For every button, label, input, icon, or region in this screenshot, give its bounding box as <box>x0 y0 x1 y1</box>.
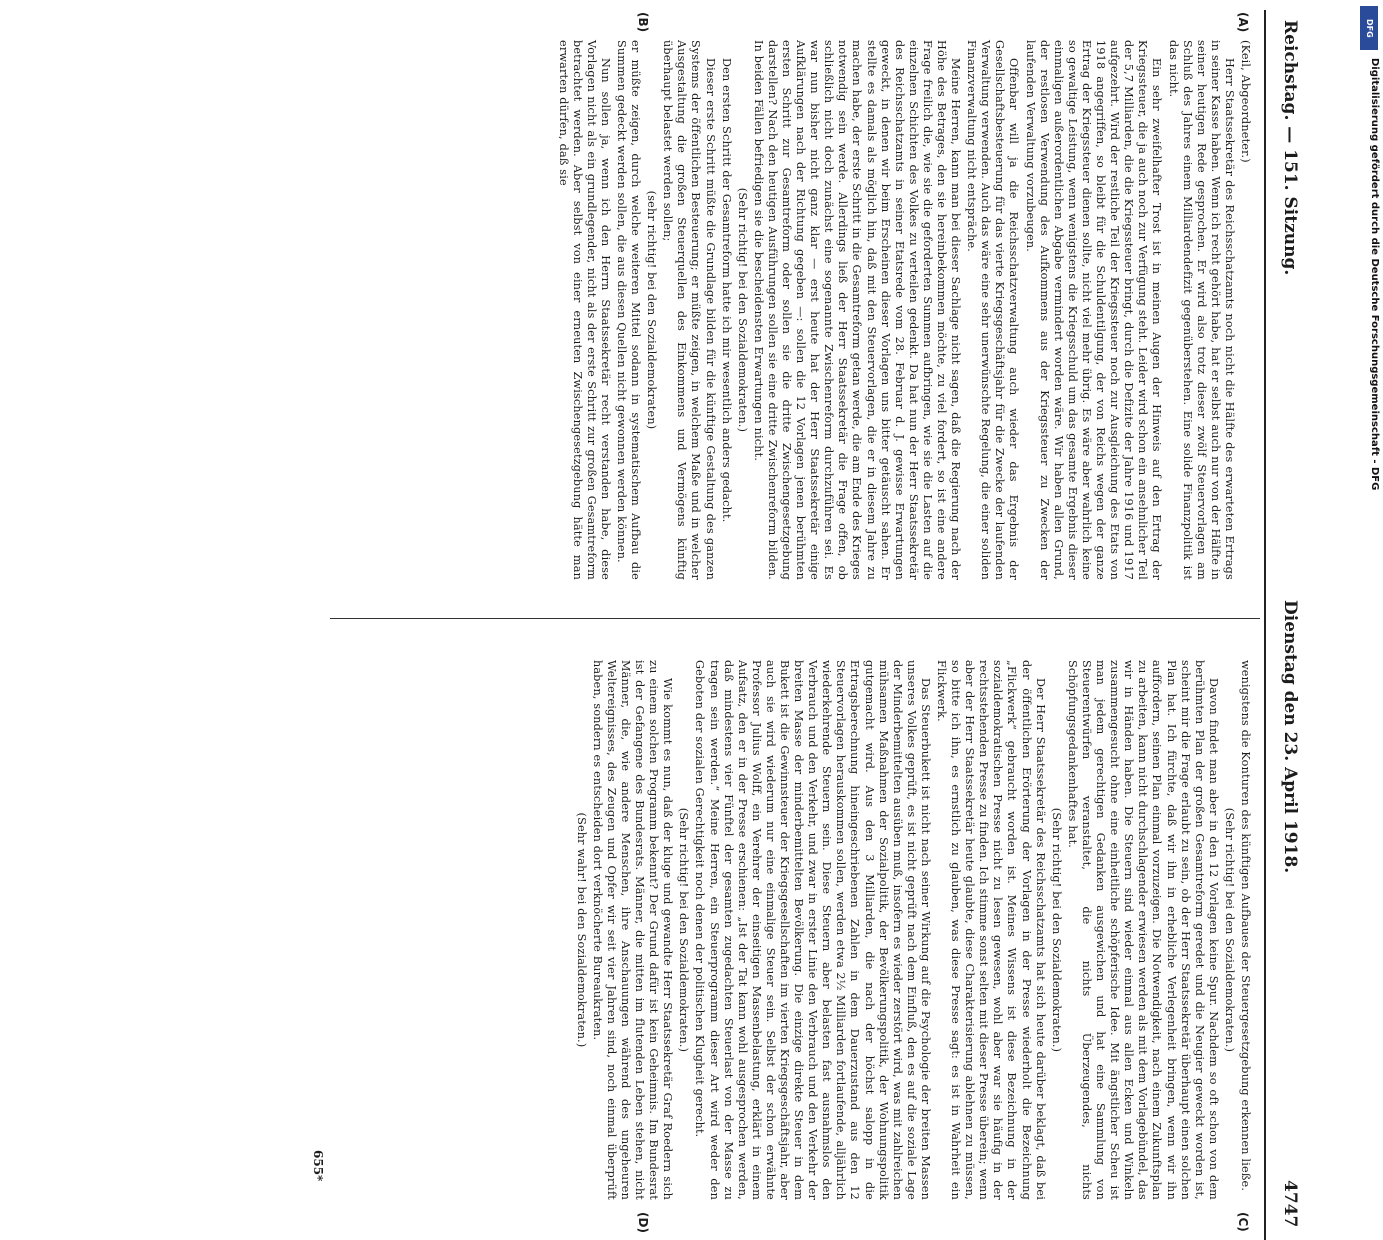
digitization-notice <box>1352 0 1383 1000</box>
paragraph: Dieser erste Schritt müßte die Grundlage bilden für die künftige Gestaltung des ganzen Systems der öffentlichen Besteuerung; er müßte zeigen, in welchem Maße und in welcher Ausgestaltung die großen Steuerquellen des Einkommens und Vermögens künftig überhaupt belastet werden sollen; <box>661 40 717 580</box>
paragraph: Meine Herren, kann man bei dieser Sachlage nicht sagen, daß die Regierung nach der Höhe des Betrages, den sie hereinbekommen möchte, zu viel fordert, so ist eine andere Frage freilich die, wie sie die geforderten Summen aufbringen, wie sie die Lasten auf die einzelnen Schichten des Volkes zu verteilen gedenkt. Da hat nun der Herr Staatssekretär des Reichsschatzamts in seiner Etatsrede vom 28. Februar d. J. gewisse Erwartungen geweckt, in denen wir beim Erscheinen dieser Vorlagen uns bitter getäuscht sahen. Er stellte es damals als möglich hin, daß mit den Steuervorlagen, die er in diesem Jahre zu machen habe, der erste Schritt in die Gesamtreform getan werde, die am Ende des Krieges notwendig sein werde. Allerdings ließ der Herr Staatssekretär die Frage offen, ob schließlich nicht doch zunächst eine sogenannte Zwischenreform durchzuführen sei. Es war nun bisher nicht ganz klar — erst heute hat der Herr Staatssekretär einige Aufklärungen nach der Richtung gegeben —: sollen die 12 Vorlagen jenen berühmten ersten Schritt zur Gesamtreform oder sollen sie die dritte Zwischengesetzgebung darstellen? Nach den heutigen Ausführungen sollen sie eine dritte Zwischenreform bilden. In beiden Fällen befriedigen sie die bescheidensten Erwartungen nicht. <box>751 40 963 580</box>
margin-marker-a: (A) <box>1236 12 1250 33</box>
rotated-document-page <box>60 0 1310 1233</box>
paragraph: Den ersten Schritt der Gesamtreform hatte ich mir wesentlich anders gedacht. <box>719 58 733 523</box>
paragraph: er müßte zeigen, durch welche weiteren Mittel sodann in systematischem Aufbau die Summen gedeckt werden sollen, die aus diesen Quellen nicht gewonnen werden können. <box>614 40 643 580</box>
paragraph: wenigstens die Konturen des künftigen Aufbaues der Steuergesetzgebung erkennen ließe. <box>1239 660 1252 1192</box>
footer-page-number: 655* <box>311 1150 325 1182</box>
interjection: (Sehr richtig! bei den Sozialdemokraten.) <box>735 187 749 433</box>
margin-marker-c: (C) <box>1236 1212 1250 1232</box>
interjection: (Sehr wahr! bei den Sozialdemokraten.) <box>574 812 588 1048</box>
dfg-logo-icon: DFG <box>1360 6 1378 50</box>
right-text-column <box>572 660 1252 1200</box>
paragraph: Ein sehr zweifelhafter Trost ist in meinen Augen der Hinweis auf den Ertrag der Kriegssteuer, die ja auch noch zur Verfügung steht. Leider wird schon ein ansehnlicher Teil der 5,7 Milliarden, die die Kriegssteuer bringt, durch die Defizite der Jahre 1916 und 1917 aufgezehrt. Wird der restliche Teil der Kriegssteuer noch zur Ausgleichung des Etats von 1918 angegriffen, so bleibt für die Schuldentilgung, der von Reichs wegen der ganze Ertrag der Kriegssteuer dienen sollte, nicht viel mehr übrig. Es wäre aber wahrlich keine so gewaltige Leistung, wenn wenigstens die Kriegsschuld um das gesamte Ergebnis dieser einmaligen außerordentlichen Abgabe vermindert worden wäre. Wir haben allen Grund, der restlosen Verwendung des Aufkommens aus der Kriegssteuer zu Zwecken der laufenden Verwaltung vorzubeugen. <box>1023 40 1164 580</box>
paragraph: Das Steuerbukett ist nicht nach seiner Wirkung auf die Psychologie der breiten Massen unseres Volkes geprüft, es ist nicht geprüft nach dem Einfluß, den es auf die soziale Lage der Minderbemittelten ausüben muß, insofern es wieder zerstört wird, was mit zahlreichen mühsamen Maßnahmen der Sozialpolitik, der Bevölkerungspolitik, der Wohnungspolitik gutgemacht wird. Aus den 3 Milliarden, die nach der höchst salopp in die Ertragsberechnung hineingeschriebenen Zahlen in dem Dauerzustand aus den 12 Steuervorlagen herauskommen sollen, werden etwa 2½ Milliarden fortlaufende, alljährlich wiederkehrende Steuern sein. Diese Steuern aber belasten fast ausnahmslos den Verbrauch und den Verkehr, und zwar in erster Linie den Verbrauch und den Verkehr der breiten Masse der minderbemittelten Bevölkerung. Die einzige direkte Steuer in dem Bukett ist die Gewinnsteuer der Kriegsgesellschaften im vierten Kriegsgeschäftsjahr, aber auch sie wird wiederum nur eine einmalige Steuer sein. Selbst der schon erwähnte Professor Julius Wolff, ein Verehrer der einseitigen Massenbelastung, erklärt in einem Aufsatz, den er in der Presse erschienen: „Ist der Tat kann wohl ausgesprochen werden, daß mindestens vier Fünftel der gesamten zugedachten Steuerlast von der Masse zu tragen sein werden.“ Meine Herren, ein Steuerprogramm dieser Art wird weder den Geboten der sozialen Gerechtigkeit noch denen der politischen Klugheit gerecht. <box>693 660 932 1200</box>
margin-marker-d: (D) <box>636 1212 650 1233</box>
paragraph: Davon findet man aber in den 12 Vorlagen keine Spur. Nachdem so oft schon von dem berühmten Plan der großen Gesamtreform geredet und die Neugier geweckt worden ist, scheint mir die Frage erlaubt zu sein, ob der Herr Staatssekretär überhaupt einen solchen Plan hat. Ich fürchte, daß wir ihn in erhebliche Verlegenheit bringen, wenn wir ihn auffordern, seinen Plan einmal vorzuzeigen. Die Notwendigkeit, nach einem Zukunftsplan zu arbeiten, kann nicht durchschlagender erwiesen werden als mit dem Vorlagebündel, das wir in Händen haben. Die Steuern sind wieder einmal aus allen Ecken und Winkeln zusammengesucht ohne eine einheitliche schöpferische Idee. Mit ängstlicher Scheu ist man jedem gerechtigen Gedanken ausgewichen und hat eine Sammlung von Steuerentwürfen veranstaltet, die nichts Überzeugendes, nichts Schöpfungsgedankenhaftes hat. <box>1065 660 1220 1200</box>
speaker-note: (Keil, Abgeordneter.) <box>1239 40 1252 163</box>
header-rule <box>1264 10 1266 1240</box>
interjection: (Sehr richtig! bei den Sozialdemokraten.) <box>1049 807 1063 1053</box>
paragraph: Nun sollen ja, wenn ich den Herrn Staatssekretär recht verstanden habe, diese Vorlagen nicht als ein grundlegender, nicht als der erste Schritt zur großen Gesamtreform betrachtet werden. Aber selbst von einer erneuten Zwischengesetzgebung hätte man erwarten dürfen, daß sie <box>556 40 612 580</box>
paragraph: Herr Staatssekretär des Reichsschatzamts noch nicht die Hälfte des erwarteten Ertrags in seiner Kasse haben. Wenn ich recht gehört habe, hat er selbst auch nur von der Hälfte in seiner heutigen Rede gesprochen. Er wird also trotz dieser zwölf Steuervorlagen am Schluß des Jahres einem Milliardendefizit gegenüberstehen. Eine solide Finanzpolitik ist das nicht. <box>1166 40 1236 580</box>
paragraph: Offenbar will ja die Reichsschatzverwaltung auch wieder das Ergebnis der Gesellschaftsbesteuerung für das vierte Kriegsgeschäftsjahr für die Zwecke der laufenden Verwaltung verwenden. Auch das wäre eine sehr unerwünschte Regelung, die einer soliden Finanzverwaltung nicht entspräche. <box>965 40 1021 580</box>
header-page-number: 4747 <box>1280 1180 1300 1228</box>
margin-marker-b: (B) <box>636 12 650 33</box>
header-session-title: Reichstag. — 151. Sitzung. <box>1280 20 1300 276</box>
paragraph: Der Herr Staatssekretär des Reichsschatzamts hat sich heute darüber beklagt, daß bei der öffentlichen Erörterung der Vorlagen in der Presse wiederholt die Bezeichnung „Flickwerk“ gebraucht worden ist. Meines Wissens ist diese Bezeichnung in der sozialdemokratischen Presse nicht zu lesen gewesen, wohl aber war sie häufig in der rechtsstehenden Presse zu finden. Ich stimme sonst selten mit dieser Presse überein; wenn aber der Herr Staatssekretär heute glaubte, diese Charakterisierung ablehnen zu müssen, so bitte ich ihn, es ernstlich zu glauben, was diese Presse sagt: es ist in Wahrheit ein Flickwerk. <box>935 660 1047 1200</box>
column-divider <box>330 618 1260 619</box>
notice-text: Digitalisierung gefördert durch die Deutsche Forschungsgemeinschaft - DFG <box>1369 58 1380 491</box>
paragraph: Wie kommt es nun, daß der kluge und gewandte Herr Staatssekretär Graf Roedern sich zu einem solchen Programm bekennt? Der Grund dafür ist kein Geheimnis. Im Bundesrat ist der Gefangene des Bundesrats. Männer, die mitten im flutenden Leben stehen, nicht Männer, die, wie andere Menschen, ihre Anschauungen während des ungeheuren Weltereignisses, des Zeugen und Opfer wir seit vier Jahren sind, noch einmal überprüft haben, sondern es entscheiden dort verknöcherte Bureaukraten. <box>590 660 675 1200</box>
interjection: (sehr richtig! bei den Sozialdemokraten) <box>645 190 659 430</box>
left-text-column <box>554 40 1253 580</box>
header-date: Dienstag den 23. April 1918. <box>1280 600 1300 874</box>
page-header <box>1270 0 1310 1228</box>
interjection: (Sehr richtig! bei den Sozialdemokraten.) <box>677 807 691 1053</box>
interjection: (Sehr richtig! bei den Sozialdemokraten.) <box>1222 807 1236 1053</box>
